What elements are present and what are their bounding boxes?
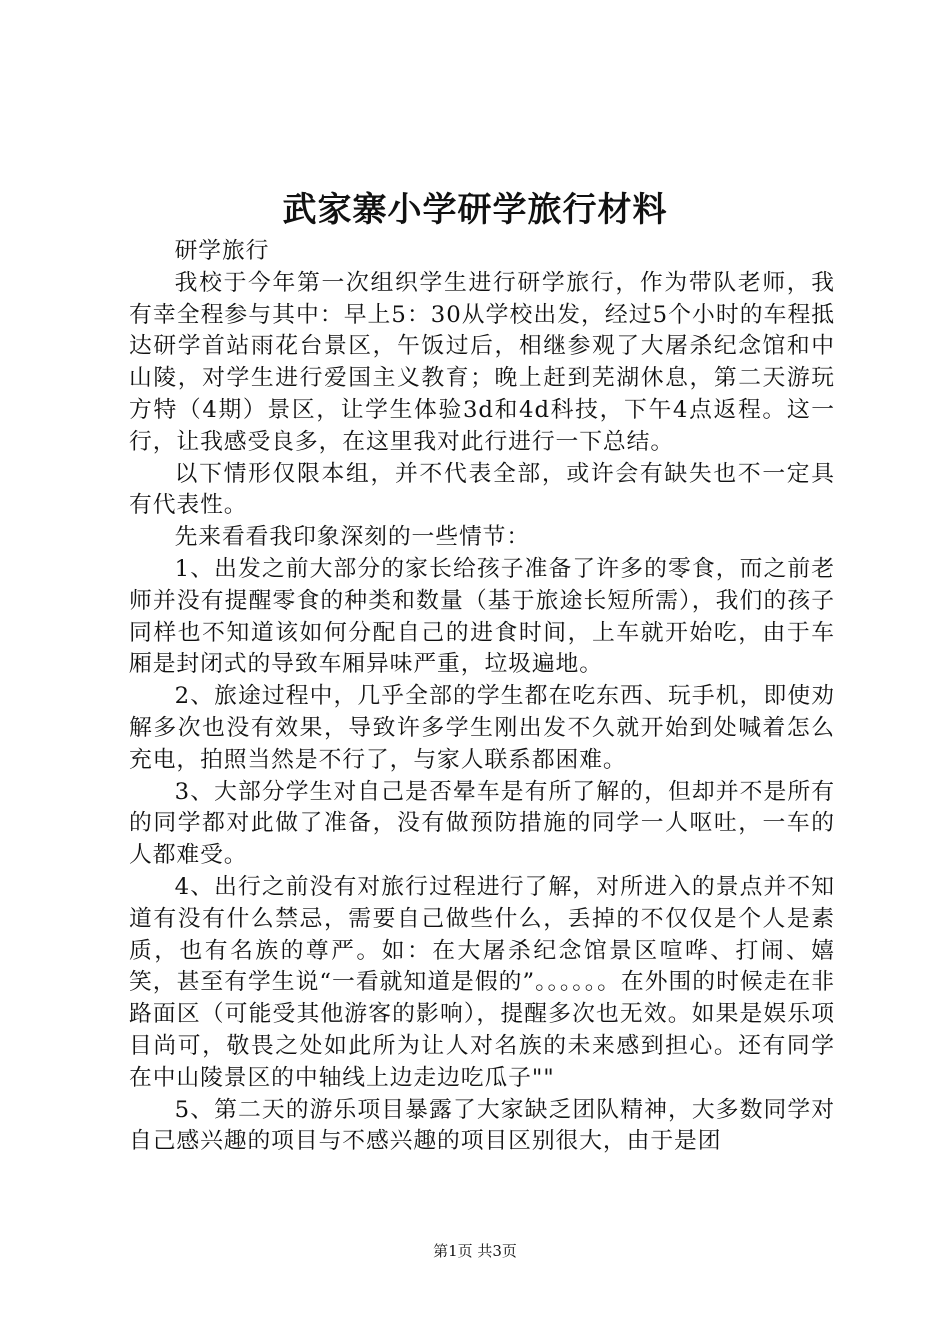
page-footer: 第1页 共3页 [433, 1242, 517, 1260]
paragraph-item-5: 5、第二天的游乐项目暴露了大家缺乏团队精神，大多数同学对自己感兴趣的项目与不感兴趣的项目区别很大，由于是团 [129, 1096, 835, 1155]
paragraph-item-1: 1、出发之前大部分的家长给孩子准备了许多的零食，而之前老师并没有提醒零食的种类和数量（基于旅途长短所需），我们的孩子同样也不知道该如何分配自己的进食时间，上车就开始吃，由于车厢是封闭式的导致车厢异味严重，垃圾遍地。 [129, 555, 835, 678]
paragraph-item-2: 2、旅途过程中，几乎全部的学生都在吃东西、玩手机，即使劝解多次也没有效果，导致许多学生刚出发不久就开始到处喊着怎么充电，拍照当然是不行了，与家人联系都困难。 [129, 683, 835, 773]
paragraph-intro: 我校于今年第一次组织学生进行研学旅行，作为带队老师，我有幸全程参与其中：早上5：30从学校出发，经过5个小时的车程抵达研学首站雨花台景区，午饭过后，相继参观了大屠杀纪念馆和中山陵，对学生进行爱国主义教育；晚上赶到芜湖休息，第二天游玩方特（4期）景区，让学生体验3d和4d科技，下午4点返程。这一行，让我感受良多，在这里我对此行进行一下总结。 [129, 269, 835, 455]
document-body [129, 236, 835, 1158]
paragraph-item-3: 3、大部分学生对自己是否晕车是有所了解的，但却并不是所有的同学都对此做了准备，没有做预防措施的同学一人呕吐，一车的人都难受。 [129, 778, 835, 869]
paragraph-lead-in: 先来看看我印象深刻的一些情节： [174, 524, 531, 551]
document-title: 武家寨小学研学旅行材料 [282, 190, 668, 230]
paragraph-disclaimer: 以下情形仅限本组，并不代表全部，或许会有缺失也不一定具有代表性。 [129, 460, 835, 519]
paragraph-item-4: 4、出行之前没有对旅行过程进行了解，对所进入的景点并不知道有没有什么禁忌，需要自己做些什么，丢掉的不仅仅是个人是素质，也有名族的尊严。如：在大屠杀纪念馆景区喧哗、打闹、嬉笑，甚至有学生说“一看就知道是假的”。。。。。。在外围的时候走在非路面区（可能受其他游客的影响），提醒多次也无效。如果是娱乐项目尚可，敬畏之处如此所为让人对名族的未来感到担心。还有同学在中山陵景区的中轴线上边走边吃瓜子"" [129, 873, 835, 1091]
paragraph-heading: 研学旅行 [174, 238, 270, 264]
